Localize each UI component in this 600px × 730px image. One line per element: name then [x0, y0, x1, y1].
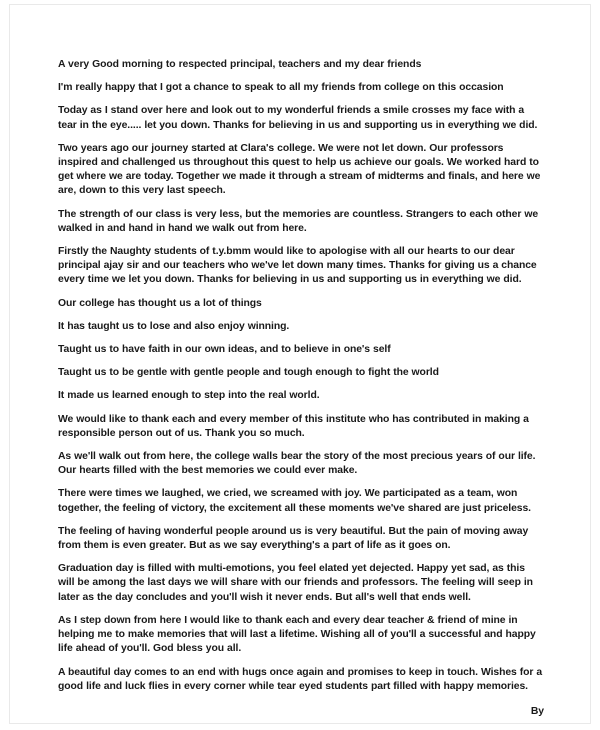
signature-by-label: By — [530, 705, 544, 717]
speech-paragraph: The strength of our class is very less, but the memories are countless. Strangers to each other we walked in and hand in hand we walk out from here. — [58, 208, 539, 234]
speech-paragraph: The feeling of having wonderful people around us is very beautiful. But the pain of moving away from them is even greater. But as we say everything's a part of life as it goes on. — [58, 525, 529, 552]
document-page — [9, 4, 591, 724]
speech-paragraph: Firstly the Naughty students of t.y.bmm would like to apologise with all our hearts to our dear principal ajay sir and our teachers who we've let down many times. Thanks for giving us a chance every time we let you down. Thanks for believing in us and supporting us in everything we did. — [58, 246, 537, 286]
speech-paragraph: As I step down from here I would like to thank each and every dear teacher & friend of mine in helping me to make memories that will last a lifetime. Wishing all of you'll a successful and happy life ahead of you'll. God bless you all. — [58, 614, 536, 655]
speech-paragraph: Taught us to have faith in our own ideas, and to believe in one's self — [58, 344, 391, 356]
speech-paragraph: A beautiful day comes to an end with hugs once again and promises to keep in touch. Wishes for a good life and luck flies in every corner while tear eyed students part filled with happy memories. — [58, 666, 543, 692]
speech-text-body — [58, 58, 544, 719]
speech-paragraph: We would like to thank each and every member of this institute who has contributed in making a responsible person out of us. Thank you so much. — [58, 413, 529, 439]
speech-paragraph: Taught us to be gentle with gentle people and tough enough to fight the world — [58, 367, 439, 379]
speech-paragraph: Graduation day is filled with multi-emotions, you feel elated yet dejected. Happy yet sad, as this will be among the last days we will share with our friends and professors. The feeling will seep in later as the day concludes and you'll wish it never ends. But all's well that ends well. — [58, 563, 533, 603]
speech-paragraph: It made us learned enough to step into the real world. — [58, 390, 320, 402]
speech-paragraph: As we'll walk out from here, the college walls bear the story of the most precious years of our life. Our hearts filled with the best memories we could ever make. — [58, 451, 536, 477]
speech-paragraph: A very Good morning to respected principal, teachers and my dear friends — [58, 59, 422, 70]
speech-paragraph: It has taught us to lose and also enjoy winning. — [58, 320, 290, 332]
speech-paragraph: Two years ago our journey started at Clara's college. We were not let down. Our professors inspired and challenged us throughout this quest to help us achieve our goals. We worked hard to get where we are today. Together we made it through a stream of midterms and finals, and here we are, down to this very last speech. — [58, 142, 541, 197]
speech-paragraph: Today as I stand over here and look out to my wonderful friends a smile crosses my face with a tear in the eye..... let you down. Thanks for believing in us and supporting us in everything we did. — [58, 105, 538, 131]
speech-paragraph: There were times we laughed, we cried, we screamed with joy. We participated as a team, won together, the feeling of victory, the excitement all these moments we've shared are just priceless. — [58, 488, 531, 514]
speech-paragraph: I'm really happy that I got a chance to speak to all my friends from college on this occasion — [58, 82, 504, 94]
speech-paragraph: Our college has thought us a lot of things — [58, 297, 262, 309]
